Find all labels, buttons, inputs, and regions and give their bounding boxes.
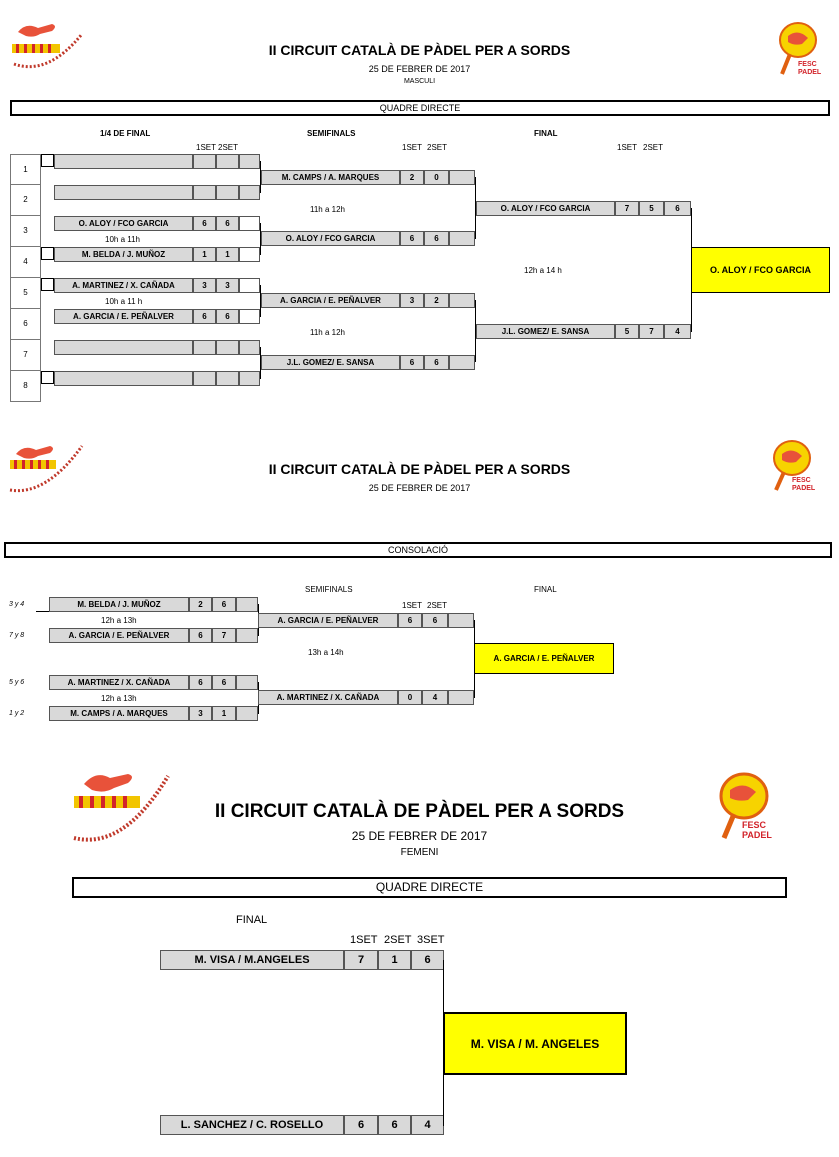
set3-header: 3SET	[417, 934, 445, 946]
consolation-set1: 6	[189, 675, 212, 690]
consolation-spacer	[236, 675, 258, 690]
svg-text:PADEL: PADEL	[742, 830, 772, 840]
final-header: FINAL	[534, 129, 558, 138]
row-number: 5	[10, 278, 41, 309]
semi-team: J.L. GOMEZ/ E. SANSA	[261, 355, 400, 370]
semi-set2: 6	[424, 355, 449, 370]
match-time: 10h a 11h	[105, 235, 140, 244]
empty-slot-checkbox[interactable]	[41, 247, 54, 260]
final-set2: 7	[639, 324, 664, 339]
quarter-set1: 1	[193, 247, 216, 262]
empty-slot-checkbox[interactable]	[41, 154, 54, 167]
semi-team: A. GARCIA / E. PEÑALVER	[261, 293, 400, 308]
svg-text:FESC: FESC	[798, 61, 817, 68]
empty-slot-checkbox[interactable]	[41, 278, 54, 291]
quarter-team: A. GARCIA / E. PEÑALVER	[54, 309, 193, 324]
quarter-team: O. ALOY / FCO GARCIA	[54, 216, 193, 231]
final-set2: 5	[639, 201, 664, 216]
semis-header: SEMIFINALS	[305, 585, 353, 594]
set1-header: 1SET	[402, 601, 423, 610]
semi-spacer	[449, 170, 475, 185]
match-time: 10h a 11 h	[105, 297, 143, 306]
masculi-champion: O. ALOY / FCO GARCIA	[691, 247, 830, 293]
event-date: 25 DE FEBRER DE 2017	[368, 483, 471, 493]
semi-spacer	[449, 293, 475, 308]
quarter-team	[54, 185, 193, 200]
row-number: 7	[10, 340, 41, 371]
svg-text:FESC: FESC	[742, 820, 767, 830]
consolation-semi-set2: 6	[422, 613, 448, 628]
semi-spacer	[449, 355, 475, 370]
consolation-set2: 1	[212, 706, 236, 721]
femeni-final-set1: 7	[344, 950, 378, 970]
event-date: 25 DE FEBRER DE 2017	[351, 829, 488, 843]
match-time: 13h a 14h	[308, 648, 344, 657]
match-time: 12h a 13h	[101, 694, 137, 703]
consolation-semi-set2: 4	[422, 690, 448, 705]
svg-text:PADEL: PADEL	[798, 69, 822, 76]
quarter-set1	[193, 340, 216, 355]
position-label: 7 y 8	[9, 632, 25, 639]
consolation-spacer	[236, 628, 258, 643]
page-title: II CIRCUIT CATALÀ DE PÀDEL PER A SORDS	[268, 42, 571, 58]
quarter-set1: 6	[193, 216, 216, 231]
consolation-semi-team: A. MARTINEZ / X. CAÑADA	[258, 690, 398, 705]
set1-header: 1SET	[402, 143, 423, 152]
match-time: 12h a 13h	[101, 616, 137, 625]
semi-set1: 6	[400, 231, 424, 246]
consolacio-champion: A. GARCIA / E. PEÑALVER	[474, 643, 614, 674]
femeni-final-set1: 6	[344, 1115, 378, 1135]
consolation-set1: 2	[189, 597, 212, 612]
quarter-set2: 1	[216, 247, 239, 262]
semi-set1: 3	[400, 293, 424, 308]
quarter-set1: 3	[193, 278, 216, 293]
set1-header: 1SET	[350, 934, 378, 946]
quarter-set1	[193, 154, 216, 169]
quadre-directe-bar: QUADRE DIRECTE	[10, 100, 830, 116]
svg-text:FESC: FESC	[792, 477, 811, 484]
quarter-set2: 3	[216, 278, 239, 293]
femeni-final-team: L. SANCHEZ / C. ROSELLO	[160, 1115, 344, 1135]
quarter-set2	[216, 340, 239, 355]
femeni-final-set2: 1	[378, 950, 411, 970]
semi-set2: 0	[424, 170, 449, 185]
event-date: 25 DE FEBRER DE 2017	[368, 64, 471, 74]
semi-set2: 2	[424, 293, 449, 308]
quarter-team	[54, 154, 193, 169]
quarter-set2	[216, 371, 239, 386]
quarters-header: 1/4 DE FINAL	[100, 129, 151, 138]
row-number: 3	[10, 216, 41, 247]
femeni-final-team: M. VISA / M.ANGELES	[160, 950, 344, 970]
quarter-set2	[216, 154, 239, 169]
femeni-final-set2: 6	[378, 1115, 411, 1135]
category-label: MASCULI	[403, 78, 436, 85]
quarter-spacer	[239, 154, 260, 169]
semi-set1: 2	[400, 170, 424, 185]
final-header: FINAL	[236, 914, 268, 926]
category-label: FEMENI	[400, 847, 439, 858]
final-set3: 6	[664, 201, 691, 216]
page-title: II CIRCUIT CATALÀ DE PÀDEL PER A SORDS	[268, 461, 571, 477]
quarter-spacer	[239, 371, 260, 386]
semi-spacer	[449, 231, 475, 246]
consolation-team: A. GARCIA / E. PEÑALVER	[49, 628, 189, 643]
position-label: 3 y 4	[9, 601, 25, 608]
quarter-set2: 6	[216, 216, 239, 231]
consolation-semi-spacer	[448, 613, 474, 628]
consolation-spacer	[236, 597, 258, 612]
set1-header: 1SET	[617, 143, 638, 152]
consolation-team: M. BELDA / J. MUÑOZ	[49, 597, 189, 612]
quarter-spacer	[239, 278, 260, 293]
consolation-set2: 6	[212, 597, 236, 612]
consolation-semi-set1: 6	[398, 613, 422, 628]
femeni-final-set3: 4	[411, 1115, 444, 1135]
consolation-set1: 6	[189, 628, 212, 643]
position-label: 5 y 6	[9, 679, 25, 686]
set2-header: 2SET	[427, 143, 448, 152]
consolation-semi-spacer	[448, 690, 474, 705]
quarter-team: A. MARTINEZ / X. CAÑADA	[54, 278, 193, 293]
row-number: 1	[10, 154, 41, 185]
match-time: 12h a 14 h	[524, 266, 562, 275]
row-number: 2	[10, 185, 41, 216]
semi-set2: 6	[424, 231, 449, 246]
final-set1: 5	[615, 324, 639, 339]
femeni-champion: M. VISA / M. ANGELES	[443, 1012, 627, 1075]
consolation-team: M. CAMPS / A. MARQUES	[49, 706, 189, 721]
final-set1: 7	[615, 201, 639, 216]
position-label: 1 y 2	[9, 710, 25, 717]
quarter-set1	[193, 185, 216, 200]
svg-text:PADEL: PADEL	[792, 485, 816, 492]
final-header: FINAL	[534, 585, 557, 594]
quarter-spacer	[239, 185, 260, 200]
consolation-spacer	[236, 706, 258, 721]
set2-header: 2SET	[643, 143, 664, 152]
set2-header: 2SET	[384, 934, 412, 946]
consolation-set2: 7	[212, 628, 236, 643]
quarter-team	[54, 371, 193, 386]
match-time: 11h a 12h	[310, 328, 345, 337]
consolation-team: A. MARTINEZ / X. CAÑADA	[49, 675, 189, 690]
consolation-set1: 3	[189, 706, 212, 721]
match-time: 11h a 12h	[310, 205, 345, 214]
consolacio-bar: CONSOLACIÓ	[4, 542, 832, 558]
quarter-set1	[193, 371, 216, 386]
consolation-set2: 6	[212, 675, 236, 690]
quarter-set2: 6	[216, 309, 239, 324]
consolation-semi-set1: 0	[398, 690, 422, 705]
semi-team: O. ALOY / FCO GARCIA	[261, 231, 400, 246]
set2-header: 2SET	[427, 601, 448, 610]
quarter-set2	[216, 185, 239, 200]
quadre-directe-bar: QUADRE DIRECTE	[72, 877, 787, 898]
quarter-spacer	[239, 340, 260, 355]
quarter-set1: 6	[193, 309, 216, 324]
row-number: 6	[10, 309, 41, 340]
semi-team: M. CAMPS / A. MARQUES	[261, 170, 400, 185]
set1-header: 1SET	[196, 143, 217, 152]
final-team: O. ALOY / FCO GARCIA	[476, 201, 615, 216]
semis-header: SEMIFINALS	[307, 129, 356, 138]
row-number: 8	[10, 371, 41, 402]
quarter-team	[54, 340, 193, 355]
set2-header: 2SET	[218, 143, 239, 152]
quarter-team: M. BELDA / J. MUÑOZ	[54, 247, 193, 262]
final-set3: 4	[664, 324, 691, 339]
consolation-semi-team: A. GARCIA / E. PEÑALVER	[258, 613, 398, 628]
semi-set1: 6	[400, 355, 424, 370]
quarter-spacer	[239, 216, 260, 231]
empty-slot-checkbox[interactable]	[41, 371, 54, 384]
quarter-spacer	[239, 247, 260, 262]
row-number: 4	[10, 247, 41, 278]
final-team: J.L. GOMEZ/ E. SANSA	[476, 324, 615, 339]
femeni-final-set3: 6	[411, 950, 444, 970]
connector-line	[36, 611, 50, 612]
quarter-spacer	[239, 309, 260, 324]
page-title: II CIRCUIT CATALÀ DE PÀDEL PER A SORDS	[214, 801, 625, 822]
